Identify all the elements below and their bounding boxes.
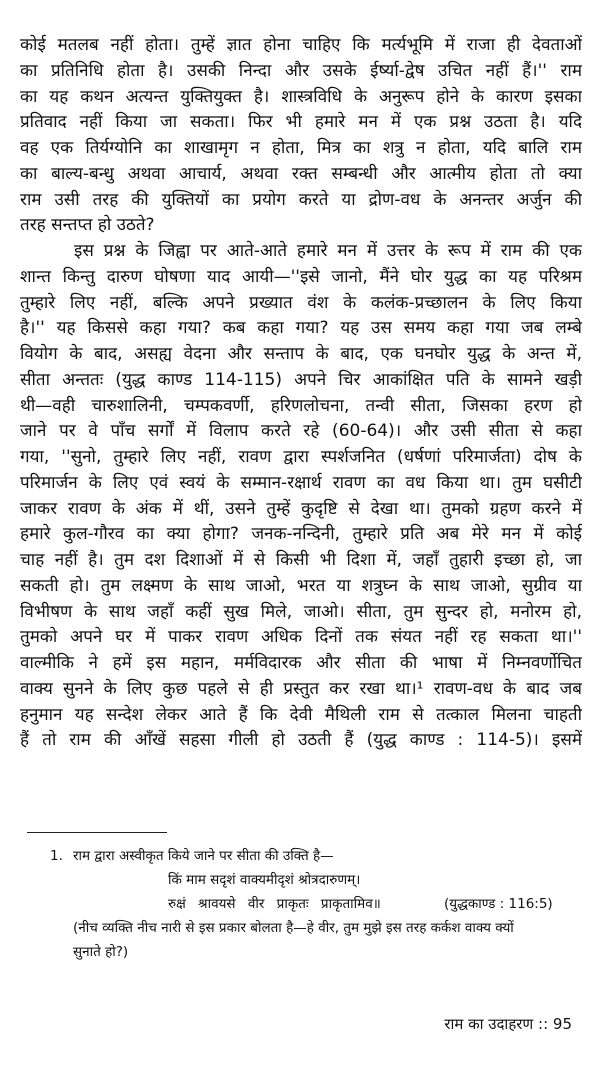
text-line: वह एक तिर्यग्योनि का शाखामृग न होता, मित्र का शत्रु न होता, यदि बालि राम [20,138,582,158]
text-line: जाकर रावण के अंक में थीं, उसने तुम्हें कुदृष्टि से देखा था। तुमको ग्रहण करने में [20,498,582,519]
text-line: इस प्रश्न के जिह्वा पर आते-आते हमारे मन में उत्तर के रूप में राम की एक [74,241,582,261]
footnote-verse-line-1: किं माम सदृशं वाक्यमीदृशं श्रोत्रदारुणम्। [168,872,361,888]
text-line: सीता अन्ततः (युद्ध काण्ड 114-115) अपने चिर आकांक्षित पति के सामने खड़ी [20,369,582,390]
text-line: का यह कथन अत्यन्त युक्तियुक्त है। शास्त्रविधि के अनुरूप होने के कारण इसका [20,86,582,107]
footnote-intro: राम द्वारा अस्वीकृत किये जाने पर सीता की उक्ति है— [73,848,334,864]
text-line: तरह सन्तप्त हो उठते? [20,215,155,236]
text-line: प्रतिवाद नहीं किया जा सकता। फिर भी हमारे मन में एक प्रश्न उठता है। यदि [20,112,582,133]
text-line: थी—वही चारुशालिनी, चम्पकवर्णी, हरिणलोचना, तन्वी सीता, जिसका हरण हो [20,395,582,416]
footnote-verse-line-2: रुक्षं श्रावयसे वीर प्राकृतः प्राकृतामिव॥ [168,896,381,912]
text-line: तुम्हारे लिए नहीं, बल्कि अपने प्रख्यात वंश के कलंक-प्रच्छालन के लिए किया [20,292,582,313]
text-line: शान्त किन्तु दारुण घोषणा याद आयी—''इसे जानो, मैंने घोर युद्ध का यह परिश्रम [20,266,582,287]
footnote-verse-reference: (युद्धकाण्ड : 116:5) [444,896,553,912]
text-line: सकती हो। तुम लक्ष्मण के साथ जाओ, भरत या शत्रुघ्न के साथ जाओ, सुग्रीव या [20,575,582,596]
text-line: वाक्य सुनने के लिए कुछ पहले से ही प्रस्तुत कर रखा था।¹ रावण-वध के बाद जब [20,678,582,699]
text-line: कोई मतलब नहीं होता। तुम्हें ज्ञात होना चाहिए कि मर्त्यभूमि में राजा ही देवताओं [20,35,582,55]
text-line: राम उसी तरह की युक्तियों का प्रयोग करते या द्रोण-वध के अनन्तर अर्जुन की [20,189,582,210]
text-line: हैं तो राम की आँखें सहसा गीली हो उठती हैं (युद्ध काण्ड : 114-5)। इसमें [20,730,582,751]
paragraph-1 [20,33,582,239]
text-line: हमारे कुल-गौरव का क्या होगा? जनक-नन्दिनी, तुम्हारे प्रति अब मेरे मन में कोई [20,524,582,545]
text-line: विभीषण के साथ जहाँ कहीं सुख मिले, जाओ। सीता, तुम सुन्दर हो, मनोरम हो, [20,601,582,622]
text-line: जाने पर वे पाँच सर्गों में विलाप करते रहे (60-64)। और उसी सीता से कहा [20,421,582,442]
main-text [20,33,582,754]
text-line: वाल्मीकि ने हमें इस महान, मर्मविदारक और सीता की भाषा में निम्नवर्णोचित [20,653,582,673]
text-line: का बाल्य-बन्धु अथवा आचार्य, अथवा रक्त सम्बन्धी और आत्मीय होता तो क्या [20,163,582,184]
text-line: गया, ''सुनो, तुम्हारे लिए नहीं, रावण द्वारा स्पर्शजनित (धर्षणां परिमार्जता) दोष के [20,447,582,467]
text-line: चाह नहीं है। तुम दश दिशाओं में से किसी भी दिशा में, जहाँ तुहारी इच्छा हो, जा [20,550,582,570]
paragraph-2 [20,239,582,754]
page-footer-running-title: राम का उदाहरण :: 95 [444,1015,572,1033]
text-line: तुमको अपने घर में पाकर रावण अधिक दिनों तक संयत नहीं रह सकता था।'' [20,627,582,648]
footnote-number: 1. [50,848,63,864]
footnote-divider [27,832,167,833]
footnote-translation-line-2: सुनाते हो?) [73,944,129,960]
text-line: का प्रतिनिधि होता है। उसकी निन्दा और उसके ईर्ष्या-द्वेष उचित नहीं हैं।'' राम [20,60,582,81]
text-line: है।'' यह किससे कहा गया? कब कहा गया? यह उस समय कहा गया जब लम्बे [20,318,582,339]
text-line: वियोग के बाद, असह्य वेदना और सन्ताप के बाद, एक घनघोर युद्ध के अन्त में, [20,344,582,364]
text-line: परिमार्जन के लिए एवं स्वयं के सम्मान-रक्षार्थ रावण का वध किया था। तुम घसीटी [20,472,582,493]
footnote-translation-line-1: (नीच व्यक्ति नीच नारी से इस प्रकार बोलता है—हे वीर, तुम मुझे इस तरह कर्कश वाक्य क्यों [73,920,514,936]
text-line: हनुमान यह सन्देश लेकर आते हैं कि देवी मैथिली राम से तत्काल मिलना चाहती [20,704,582,725]
